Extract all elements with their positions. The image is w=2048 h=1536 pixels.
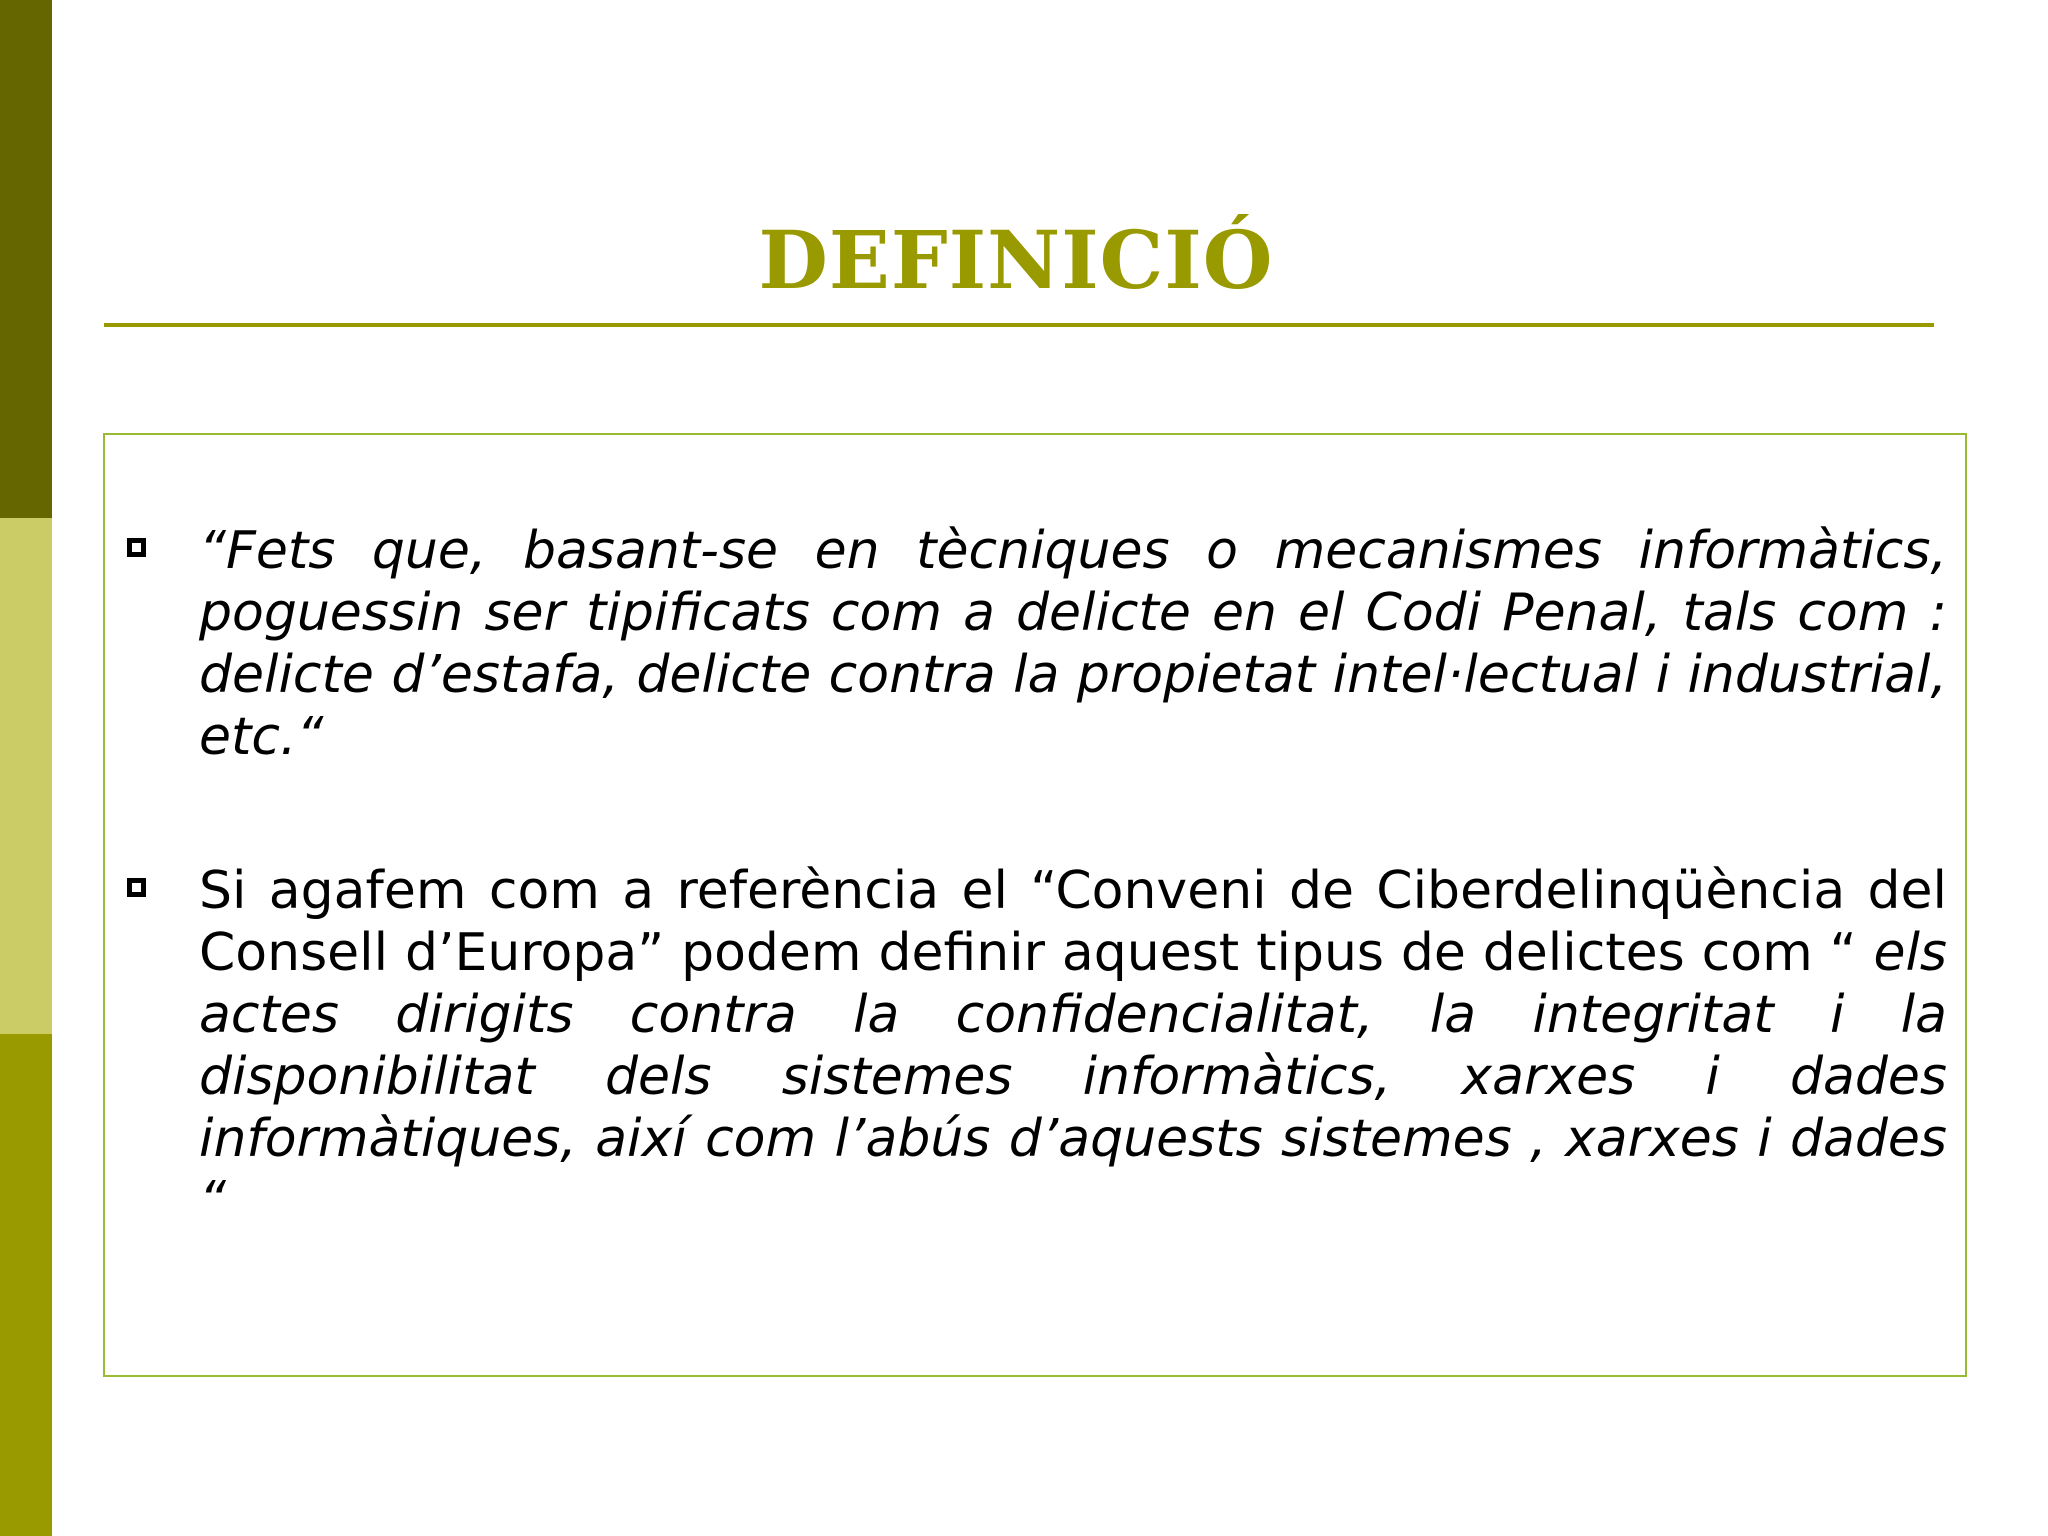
bullet-text-2	[199, 860, 1947, 1232]
sidebar-stripe-bottom	[0, 1034, 52, 1536]
sidebar-stripe-middle	[0, 518, 52, 1034]
bullet-text-1: “Fets que, basant-se en tècniques o mecanismes informàtics, poguessin ser tipificats com a delicte en el Codi Penal, tals com : delicte d’estafa, delicte contra la propietat intel·lectual i industrial, etc.“	[199, 521, 1947, 767]
square-bullet-icon	[127, 538, 146, 557]
slide-title: DEFINICIÓ	[758, 213, 1274, 307]
square-bullet-icon	[127, 878, 146, 897]
sidebar-stripe-top	[0, 0, 52, 518]
title-underline	[104, 323, 1934, 327]
bullet-text-2-italic: els actes dirigits contra la confidencialitat, la integritat i la disponibilitat dels sistemes informàtics, xarxes i dades informàtiques, així com l’abús d’aquests sistemes , xarxes i dades “	[199, 923, 1947, 1231]
bullet-text-2-normal: Si agafem com a referència el “Conveni de Ciberdelinqüència del Consell d’Europa” podem definir aquest tipus de delictes com “	[199, 861, 1947, 983]
